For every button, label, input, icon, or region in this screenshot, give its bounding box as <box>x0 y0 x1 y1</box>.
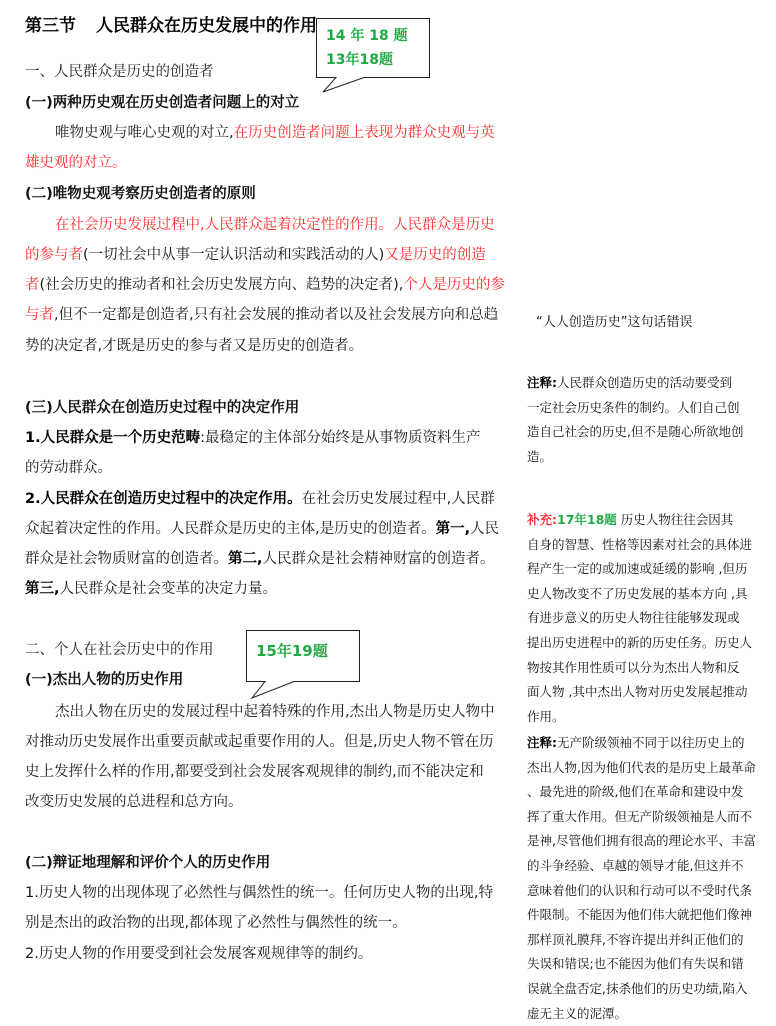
paragraph-line: 势的决定者,才既是历史的参与者又是历史的创造者。 <box>25 338 364 354</box>
part1-sub1-heading: (一)两种历史观在历史创造者问题上的对立 <box>25 95 300 111</box>
paragraph-line <box>25 245 486 265</box>
supplement-label: 补充: <box>527 512 557 527</box>
text: ,但不一定都是创造者,只有社会发展的推动者以及社会发展方向和总趋 <box>54 307 499 323</box>
bold-text: 第三, <box>25 581 60 597</box>
callout-line: 13年18题 <box>326 52 393 68</box>
section-number: 第三节 <box>25 16 76 36</box>
text: 人民 <box>470 521 500 537</box>
section-title: 人民群众在历史发展中的作用 <box>96 16 317 36</box>
note-text: 面人物 ,其中杰出人物对历史发展起推动 <box>527 684 748 700</box>
highlight-text: 在历史创造者问题上表现为群众史观与英 <box>233 125 495 141</box>
paragraph-line: 史上发挥什么样的作用,都要受到社会发展客观规律的制约,而不能决定和 <box>25 764 484 780</box>
part1-sub3-heading: (三)人民群众在创造历史过程中的决定作用 <box>25 400 300 416</box>
note-text: 史人物改变不了历史发展的基本方向 ,具 <box>527 585 748 601</box>
part1-heading: 一、人民群众是历史的创造者 <box>25 64 214 80</box>
note-text: 程产生一定的或加速或延缓的影响 ,但历 <box>527 561 748 577</box>
note-text: 人民群众创造历史的活动要受到 <box>557 375 733 390</box>
text: 在社会历史发展过程中,人民群 <box>301 491 495 507</box>
paragraph-line: 的劳动群众。 <box>25 460 112 476</box>
bold-text: 1.人民群众是一个历史范畴 <box>25 430 201 446</box>
side-note-2 <box>527 731 767 1026</box>
note-text: 杰出人物,因为他们代表的是历史上最革命 <box>527 759 756 775</box>
text: 唯物史观与唯心史观的对立, <box>55 125 234 141</box>
callout-line: 15年19题 <box>256 642 328 660</box>
highlight-text: 个人是历史的参 <box>403 277 505 293</box>
text: 众起着决定性的作用。人民群众是历史的主体,是历史的创造者。 <box>25 521 436 537</box>
note-text: 的斗争经验、卓越的领导才能,但这并不 <box>527 857 744 873</box>
part2-heading: 二、个人在社会历史中的作用 <box>25 642 214 658</box>
text: 人民群众是社会精神财富的创造者。 <box>262 551 495 567</box>
exam-ref: 17年18题 <box>557 512 617 527</box>
paragraph-line <box>25 305 498 325</box>
text: (一切社会中从事一定认识活动和实践活动的人) <box>83 247 385 263</box>
note-text: 作用。 <box>527 708 565 724</box>
note-text: 虚无主义的泥潭。 <box>527 1005 628 1021</box>
text: 人民群众是社会变革的决定力量。 <box>59 581 278 597</box>
paragraph-line <box>25 428 481 448</box>
note-text: 造。 <box>527 448 553 464</box>
page-title <box>25 16 317 36</box>
note-text: 意味着他们的认识和行动可以不受时代条 <box>527 882 753 898</box>
paragraph-line: 改变历史发展的总进程和总方向。 <box>25 794 243 810</box>
paragraph-line: 别是杰出的政治物的出现,都体现了必然性与偶然性的统一。 <box>25 915 407 931</box>
paragraph-line: 对推动历史发展作出重要贡献或起重要作用的人。但是,历史人物不管在历 <box>25 734 494 750</box>
note-text: 物按其作用性质可以分为杰出人物和反 <box>527 659 740 675</box>
note-text: 无产阶级领袖不同于以往历史上的 <box>557 735 745 750</box>
paragraph-line <box>25 519 499 539</box>
callout-exam-ref-1 <box>312 16 434 96</box>
paragraph-line <box>25 549 495 569</box>
bold-text: 2.人民群众在创造历史过程中的决定作用。 <box>25 491 302 507</box>
paragraph-line <box>55 123 495 143</box>
note-text: 历史人物往往会因其 <box>616 512 734 527</box>
note-text: 误就全盘否定,抹杀他们的历史功绩,陷入 <box>527 980 748 996</box>
highlight-text: 在社会历史发展过程中,人民群众起着决定性的作用。人民群众是历史 <box>55 217 495 233</box>
paragraph-line <box>25 489 495 509</box>
paragraph-line: 2.历史人物的作用要受到社会发展客观规律等的制约。 <box>25 946 373 962</box>
paragraph-line <box>25 579 277 599</box>
paragraph-line: 1.历史人物的出现体现了必然性与偶然性的统一。任何历史人物的出现,特 <box>25 885 493 901</box>
note-label: 注释: <box>527 735 557 750</box>
paragraph-line <box>25 275 505 295</box>
part2-sub2-heading: (二)辩证地理解和评价个人的历史作用 <box>25 855 271 871</box>
note-text: 有进步意义的历史人物往往能够发现或 <box>527 610 740 626</box>
side-supplement <box>527 508 767 729</box>
bold-text: 第一, <box>435 521 471 537</box>
highlight-text: 者 <box>25 277 40 293</box>
note-text: 、最先进的阶级,他们在革命和建设中发 <box>527 784 744 800</box>
part1-sub2-heading: (二)唯物史观考察历史创造者的原则 <box>25 186 256 202</box>
text: :最稳定的主体部分始终是从事物质资料生产 <box>200 430 481 446</box>
side-note-1 <box>527 371 767 469</box>
note-text: 挥了重大作用。但无产阶级领袖是人而不 <box>527 808 753 824</box>
part2-sub1-heading: (一)杰出人物的历史作用 <box>25 672 184 688</box>
note-text: 是神,尽管他们拥有很高的理论水平、丰富 <box>527 833 756 849</box>
note-text: 失误和错误;也不能因为他们有失误和错 <box>527 956 744 972</box>
highlight-text: 的参与者 <box>25 247 83 263</box>
text: (社会历史的推动者和社会历史发展方向、趋势的决定者), <box>39 277 404 293</box>
highlight-text: 雄史观的对立。 <box>25 155 127 171</box>
text: 群众是社会物质财富的创造者。 <box>25 551 228 567</box>
side-warning: “人人创造历史”这句话错误 <box>536 315 693 330</box>
bold-text: 第二, <box>228 551 263 567</box>
note-text: 那样顶礼膜拜,不容许提出并纠正他们的 <box>527 931 744 947</box>
note-text: 一定社会历史条件的制约。人们自己创 <box>527 399 740 415</box>
callout-line: 14 年 18 题 <box>326 28 408 44</box>
note-text: 件限制。不能因为他们伟大就把他们像神 <box>527 907 753 923</box>
note-text: 自身的智慧、性格等因素对社会的具体进 <box>527 536 753 552</box>
note-label: 注释: <box>527 375 557 390</box>
paragraph-line: 杰出人物在历史的发展过程中起着特殊的作用,杰出人物是历史人物中 <box>55 704 495 720</box>
highlight-text: 又是历史的创造 <box>384 247 486 263</box>
note-text: 造自己社会的历史,但不是随心所欲地创 <box>527 424 744 440</box>
highlight-text: 与者 <box>25 307 54 323</box>
note-text: 提出历史进程中的新的历史任务。历史人 <box>527 634 753 650</box>
callout-exam-ref-2 <box>242 627 364 703</box>
